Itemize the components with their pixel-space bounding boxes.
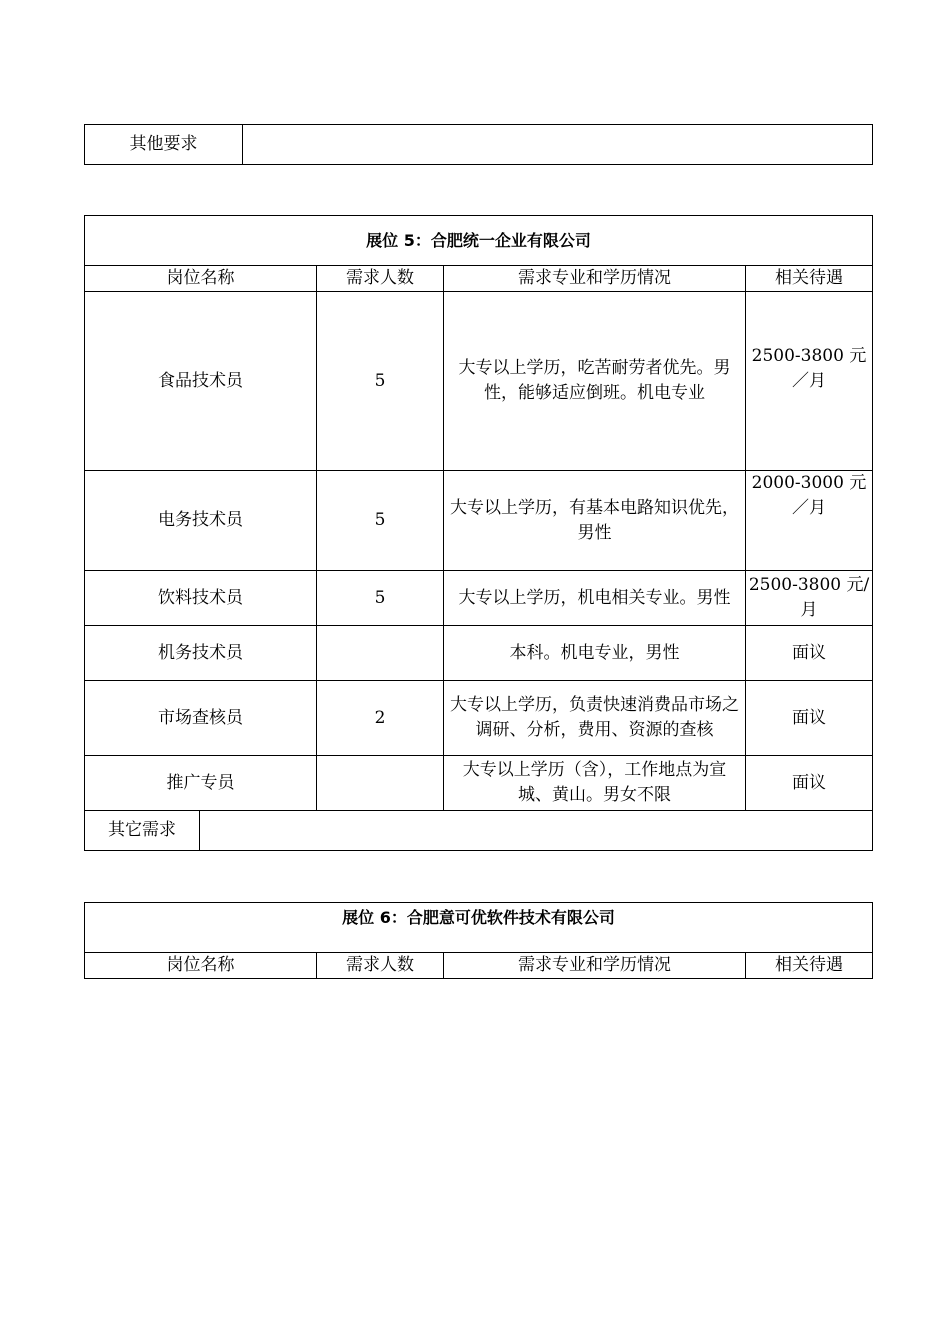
count-cell: 5 [317, 571, 444, 626]
table-row [85, 571, 873, 626]
table-row [85, 626, 873, 681]
booth6-title: 展位 6：合肥意可优软件技术有限公司 [85, 903, 873, 953]
table-header-row [85, 266, 873, 292]
requirement-cell: 本科。机电专业，男性 [444, 626, 746, 681]
count-cell: 2 [317, 681, 444, 756]
count-cell: 5 [317, 292, 444, 471]
booth5-table [84, 215, 873, 851]
header-salary: 相关待遇 [746, 266, 873, 292]
requirement-cell: 大专以上学历，机电相关专业。男性 [444, 571, 746, 626]
other-requirements-label: 其他要求 [85, 125, 243, 165]
table-row [85, 756, 873, 811]
table-row [85, 125, 873, 165]
position-cell: 电务技术员 [85, 471, 317, 571]
requirement-cell: 大专以上学历（含），工作地点为宣城、黄山。男女不限 [444, 756, 746, 811]
count-cell [317, 756, 444, 811]
table-row [85, 903, 873, 953]
header-count: 需求人数 [317, 953, 444, 979]
header-requirement: 需求专业和学历情况 [444, 953, 746, 979]
header-salary: 相关待遇 [746, 953, 873, 979]
booth5-title: 展位 5：合肥统一企业有限公司 [85, 216, 873, 266]
other-requirements-value [243, 125, 873, 165]
other-requirements-table [84, 124, 873, 165]
position-cell: 推广专员 [85, 756, 317, 811]
other-needs-value [200, 811, 873, 851]
table-row [85, 811, 873, 851]
table-row [85, 292, 873, 471]
requirement-cell: 大专以上学历，有基本电路知识优先，男性 [444, 471, 746, 571]
salary-cell: 2500-3800 元／月 [746, 292, 873, 471]
position-cell: 机务技术员 [85, 626, 317, 681]
header-position: 岗位名称 [85, 953, 317, 979]
table-row [85, 471, 873, 571]
salary-cell: 2500-3800 元/月 [746, 571, 873, 626]
table-header-row [85, 953, 873, 979]
other-needs-label: 其它需求 [85, 811, 200, 851]
count-cell [317, 626, 444, 681]
salary-cell: 2000-3000 元／月 [746, 471, 873, 571]
salary-cell: 面议 [746, 756, 873, 811]
header-requirement: 需求专业和学历情况 [444, 266, 746, 292]
count-cell: 5 [317, 471, 444, 571]
table-row [85, 681, 873, 756]
table-row [85, 216, 873, 266]
requirement-cell: 大专以上学历，负责快速消费品市场之调研、分析，费用、资源的查核 [444, 681, 746, 756]
position-cell: 市场查核员 [85, 681, 317, 756]
salary-cell: 面议 [746, 681, 873, 756]
salary-cell: 面议 [746, 626, 873, 681]
header-count: 需求人数 [317, 266, 444, 292]
header-position: 岗位名称 [85, 266, 317, 292]
position-cell: 饮料技术员 [85, 571, 317, 626]
booth6-table [84, 902, 873, 979]
requirement-cell: 大专以上学历，吃苦耐劳者优先。男性，能够适应倒班。机电专业 [444, 292, 746, 471]
position-cell: 食品技术员 [85, 292, 317, 471]
